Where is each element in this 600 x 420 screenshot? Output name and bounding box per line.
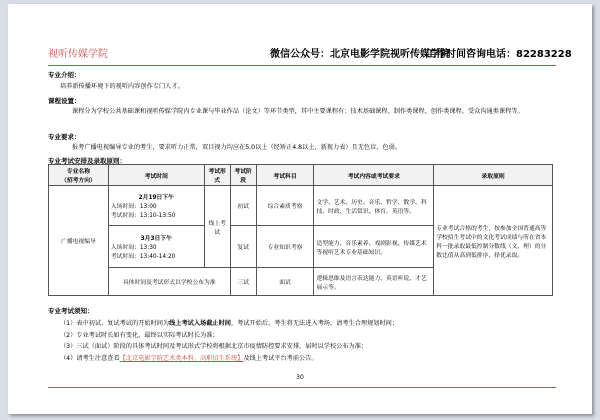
note-4-post: 及线上考试平台考前公告。 [243, 354, 318, 362]
header-brand: 视听传媒学院 [48, 49, 108, 60]
req-title: 专业要求： [48, 133, 81, 141]
table-row [49, 186, 553, 226]
note-1-bold: 线上考试入场截止时间 [169, 320, 231, 327]
third-time-cell: 具体时间及考试形式以学校公布为准 [108, 268, 230, 296]
content1-cell: 文学、艺术、历史、音乐、哲学、数学、科技、时政、生活常识、体育、英语等。 [314, 186, 434, 226]
second-entry-time: 入场时间：13:30 [110, 245, 157, 251]
first-entry-time: 入场时间：13:00 [110, 204, 157, 210]
note-4 [60, 353, 552, 365]
second-time-cell [108, 226, 204, 268]
stage3-cell: 三试 [230, 268, 256, 296]
stage1-cell: 初试 [230, 186, 256, 226]
first-exam-time: 考试时间：13:10-13:50 [110, 213, 176, 219]
course-title: 课程设置： [48, 97, 81, 105]
first-time-cell [108, 186, 204, 226]
header-time: 考试时间 [108, 165, 204, 186]
admission-cell: 专业考试合格的考生，按参加全国普通高等学校招生考试中的文化考试成绩与所在省本科一批录取最低控制分数线（文、理）的分数比值从高到低排序，择优录取。 [434, 186, 553, 296]
note-1-pre: （1）表中初试、复试考试的开始时间为 [60, 320, 170, 327]
intro-title: 专业介绍： [48, 71, 81, 79]
subject3-cell: 面试 [256, 268, 314, 296]
notes-title: 专业考试须知： [48, 307, 94, 315]
major-cell: 广播电视编导 [49, 186, 109, 296]
admission-system-link[interactable]: 【北京电影学院艺术类本科、高职招生系统】 [119, 354, 244, 362]
exam-table [48, 164, 553, 296]
subject2-cell: 专业知识考察 [256, 226, 314, 268]
subject1-cell: 综合素质考察 [256, 186, 314, 226]
header-stage: 考试阶段 [230, 165, 256, 186]
page-header [48, 43, 572, 66]
note-3: （3）三试（面试）阶段的具体考试时间及考试形式学校将根据北京市疫情防控要求安排，届时以学校公布为准； [60, 343, 368, 350]
note-4-pre: （4）请考生注意查看 [60, 354, 120, 362]
header-hours: 工作时间咨询电话：82283228 [426, 49, 572, 60]
page-number: 30 [296, 374, 304, 381]
notes-list [60, 318, 552, 364]
header-admission: 录取原则 [434, 165, 553, 186]
header-major: 专业名称 （招考方向） [49, 165, 109, 186]
note-1 [60, 318, 552, 330]
req-text: 报考广播电视编导专业的考生，要求听力正常，双目视力均应在5.0以上（经矫正4.8以上，新视力表）且无色盲、色弱。 [72, 144, 402, 151]
second-date: 3月3日下午 [140, 236, 172, 242]
header-subject: 考试科目 [256, 165, 314, 186]
content3-cell: 逻辑思维及语言表达能力、英语听说、才艺展示等。 [314, 268, 434, 296]
document-page [8, 4, 592, 414]
header-wechat: 微信公众号：北京电影学院视听传媒学院 [270, 49, 450, 60]
intro-text: 培养新传播环境下的视听内容创作专门人才。 [60, 83, 184, 90]
note-2: （2）专业考试时长如有变化，最终以实际考试时长为准； [60, 331, 219, 339]
table-title: 专业考试安排及录取原则： [48, 157, 126, 165]
table-header-row [49, 165, 553, 186]
content2-cell: 造型能力、音乐素养、戏剧影视、传媒艺术等视听艺术专业基础知识。 [314, 226, 434, 268]
form-cell: 线上考试 [204, 186, 230, 268]
header-content: 考试内容或考试要求 [314, 165, 434, 186]
header-form: 考试形式 [204, 165, 230, 186]
note-1-post: ，考试开始后，考生将无法进入考场，请考生合理规划时间； [231, 320, 399, 327]
first-date: 2月19日下午 [138, 195, 174, 201]
footer-divider [48, 387, 556, 388]
course-text: 课程分为学校公共基础课和视听传媒学院内专业课与毕业作品（论文）等环节类型，其中主要课程有：技术基础课程、制作类课程、创作类课程、受众沟通类课程等。 [72, 108, 524, 115]
second-exam-time: 考试时间：13:40-14:20 [110, 254, 176, 260]
stage2-cell: 复试 [230, 226, 256, 268]
